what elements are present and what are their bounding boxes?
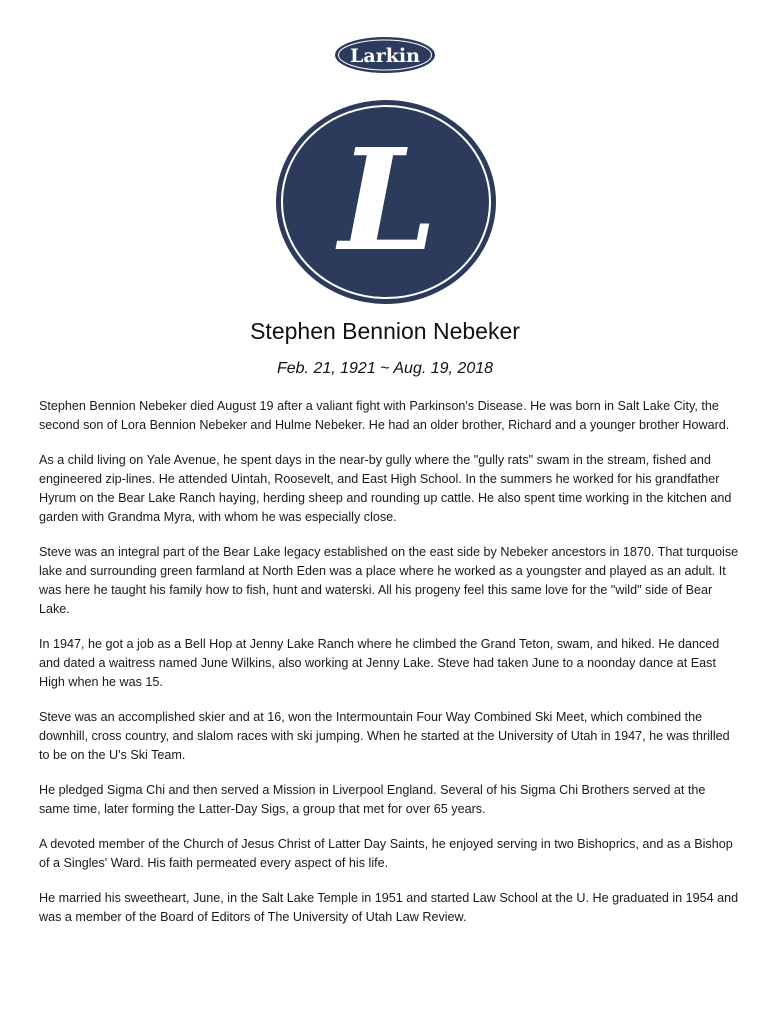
larkin-l-seal-icon (275, 99, 497, 305)
obituary-body (39, 397, 739, 943)
paragraph-5: Steve was an accomplished skier and at 16, won the Intermountain Four Way Combined Ski Meet, which combined the downhill, cross country, and slalom races with ski jumping. When he started at the University of Utah in 1947, he was thrilled to be on the U's Ski Team. (39, 710, 730, 762)
logo-letter: L (338, 119, 438, 283)
paragraph-1: Stephen Bennion Nebeker died August 19 after a valiant fight with Parkinson's Disease. He was born in Salt Lake City, the second son of Lora Bennion Nebeker and Hulme Nebeker. He had an older brother, Richard and a younger brother Howard. (39, 399, 730, 432)
paragraph-4: In 1947, he got a job as a Bell Hop at Jenny Lake Ranch where he climbed the Grand Teton, swam, and hiked. He danced and dated a waitress named June Wilkins, also working at Jenny Lake. Steve had taken June to a noonday dance at East High when he was 15. (39, 637, 720, 689)
wordmark-text: Larkin (350, 45, 420, 67)
paragraph-7: A devoted member of the Church of Jesus Christ of Latter Day Saints, he enjoyed serving in two Bishoprics, and as a Bishop of a Singles' Ward. His faith permeated every aspect of his life. (39, 837, 733, 870)
paragraph-8: He married his sweetheart, June, in the Salt Lake Temple in 1951 and started Law School at the U. He graduated in 1954 and was a member of the Board of Editors of The University of Utah Law Review. (39, 891, 739, 924)
page-title: Stephen Bennion Nebeker (250, 318, 520, 344)
paragraph-6: He pledged Sigma Chi and then served a Mission in Liverpool England. Several of his Sigma Chi Brothers served at the same time, later forming the Latter-Day Sigs, a group that met for over 65 years. (39, 783, 706, 816)
paragraph-2: As a child living on Yale Avenue, he spent days in the near-by gully where the "gully rats" swam in the stream, fished and engineered zip-lines. He attended Uintah, Roosevelt, and East High School. In the summers he worked for his grandfather Hyrum on the Bear Lake Ranch haying, herding sheep and rounding up cattle. He also spent time working in the kitchen and garden with Grandma Myra, with whom he was especially close. (39, 453, 732, 524)
larkin-wordmark-icon (334, 36, 436, 74)
paragraph-3: Steve was an integral part of the Bear Lake legacy established on the east side by Nebeker ancestors in 1870. That turquoise lake and surrounding green farmland at North Eden was a place where he worked as a youngster and played as an adult. It was here he taught his family how to fish, hunt and waterski. All his progeny feel this same love for the "wild" side of Bear Lake. (39, 545, 739, 616)
life-dates: Feb. 21, 1921 ~ Aug. 19, 2018 (276, 360, 494, 377)
